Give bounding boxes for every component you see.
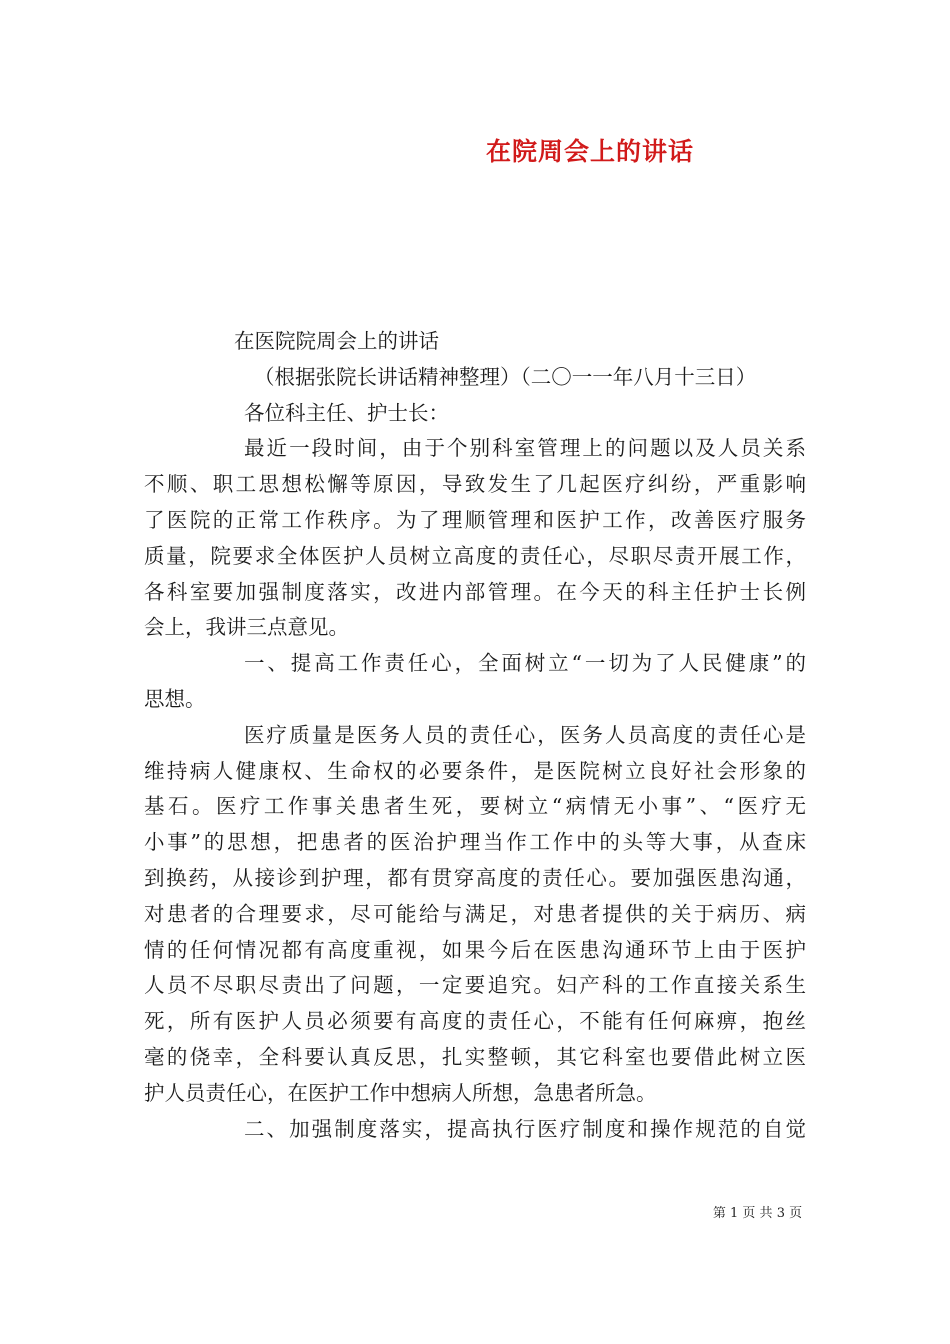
section-heading-1-cont: 思想。 bbox=[144, 686, 206, 711]
paragraph-line: 基石。医疗工作事关患者生死，要树立“病情无小事”、“医疗无 bbox=[144, 794, 806, 819]
paragraph-line: 对患者的合理要求，尽可能给与满足，对患者提供的关于病历、病 bbox=[144, 901, 806, 926]
section-heading-1: 一、提高工作责任心，全面树立“一切为了人民健康”的 bbox=[244, 651, 806, 676]
paragraph-line: 毫的侥幸，全科要认真反思，扎实整顿，其它科室也要借此树立医 bbox=[144, 1044, 806, 1069]
page-footer: 第 1 页 共 3 页 bbox=[712, 1206, 803, 1221]
date-note: （根据张院长讲话精神整理）（二〇一一年八月十三日） bbox=[254, 364, 757, 389]
paragraph-line: 不顺、职工思想松懈等原因，导致发生了几起医疗纠纷，严重影响 bbox=[144, 472, 806, 497]
paragraph-line: 各科室要加强制度落实，改进内部管理。在今天的科主任护士长例 bbox=[144, 579, 806, 604]
salutation: 各位科主任、护士长： bbox=[244, 400, 449, 425]
paragraph-line: 人员不尽职尽责出了问题，一定要追究。妇产科的工作直接关系生 bbox=[144, 973, 806, 998]
paragraph-line: 到换药，从接诊到护理，都有贯穿高度的责任心。要加强医患沟通， bbox=[144, 865, 806, 890]
paragraph-line: 质量，院要求全体医护人员树立高度的责任心，尽职尽责开展工作， bbox=[144, 543, 806, 568]
paragraph-line: 死，所有医护人员必须要有高度的责任心，不能有任何麻痹，抱丝 bbox=[144, 1009, 806, 1034]
document-body bbox=[144, 324, 806, 1147]
section-heading-2: 二、加强制度落实，提高执行医疗制度和操作规范的自觉 bbox=[244, 1116, 806, 1141]
paragraph-line: 最近一段时间，由于个别科室管理上的问题以及人员关系 bbox=[244, 436, 806, 461]
paragraph-line: 医疗质量是医务人员的责任心，医务人员高度的责任心是 bbox=[244, 722, 806, 747]
paragraph-line: 了医院的正常工作秩序。为了理顺管理和医护工作，改善医疗服务 bbox=[144, 507, 806, 532]
paragraph-line: 护人员责任心，在医护工作中想病人所想，急患者所急。 bbox=[144, 1080, 657, 1105]
document-title: 在院周会上的讲话 bbox=[485, 137, 694, 166]
paragraph-line: 维持病人健康权、生命权的必要条件，是医院树立良好社会形象的 bbox=[144, 758, 806, 783]
paragraph-line: 会上，我讲三点意见。 bbox=[144, 615, 349, 640]
paragraph-line: 小事”的思想，把患者的医治护理当作工作中的头等大事，从查床 bbox=[144, 830, 806, 855]
paragraph-line: 情的任何情况都有高度重视，如果今后在医患沟通环节上由于医护 bbox=[144, 937, 806, 962]
speech-subtitle: 在医院院周会上的讲话 bbox=[234, 329, 439, 353]
